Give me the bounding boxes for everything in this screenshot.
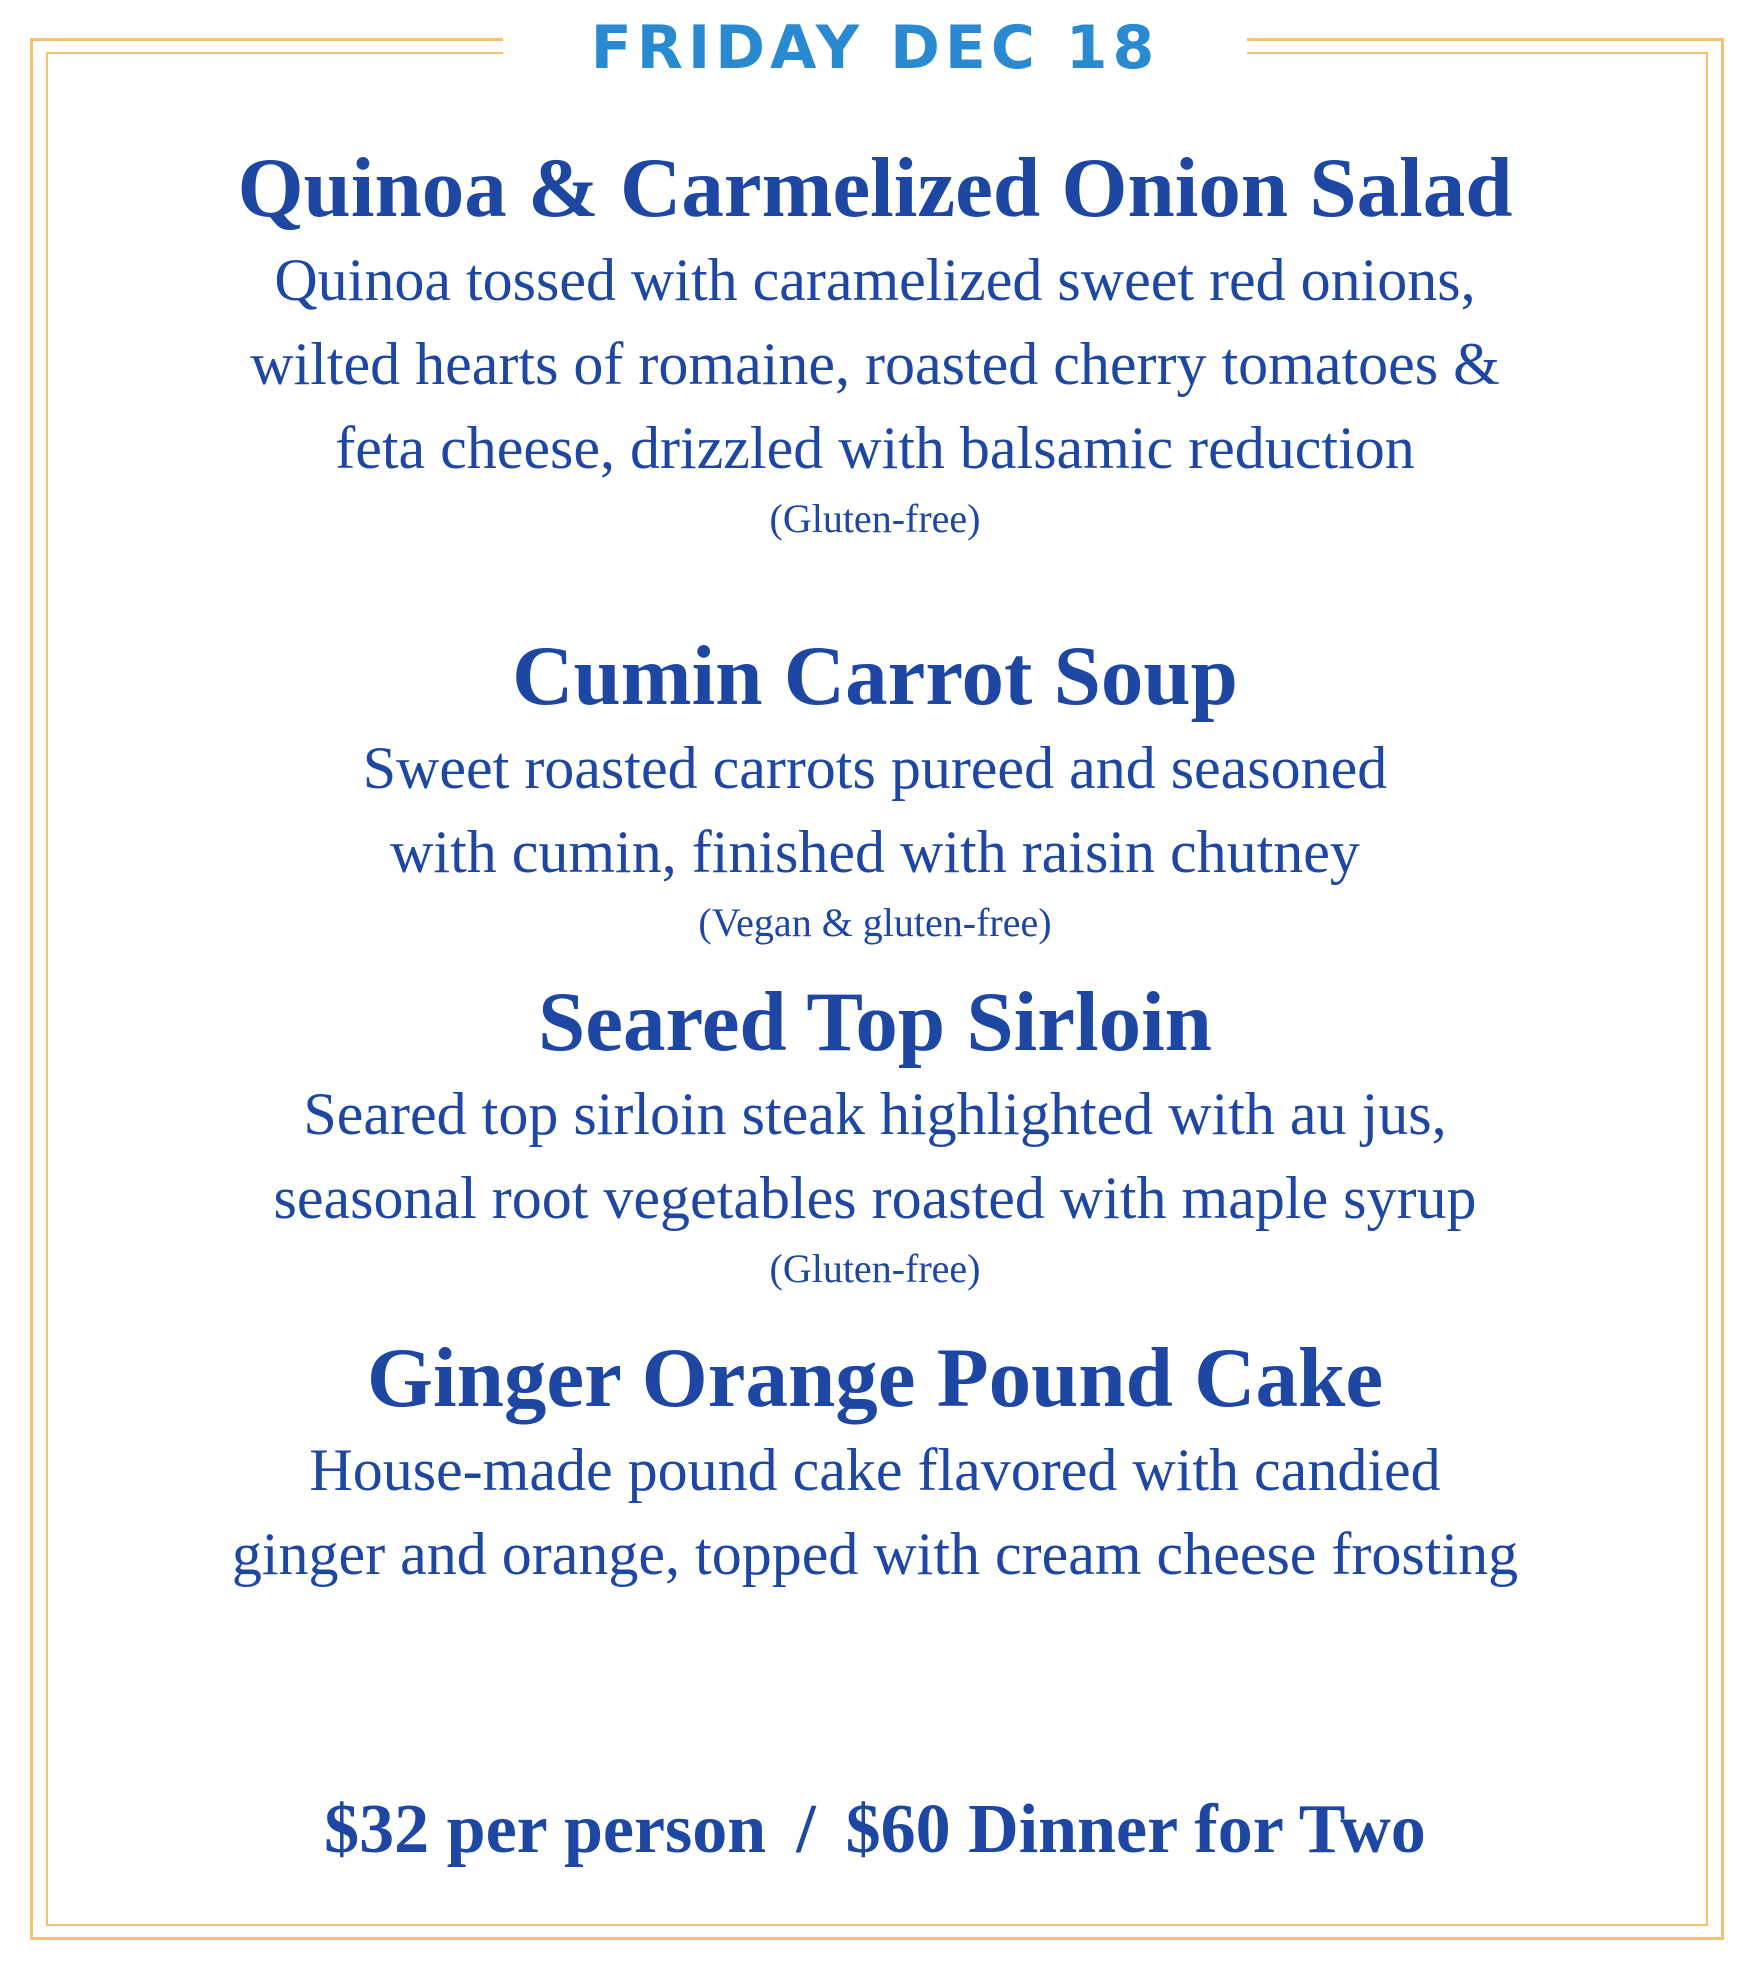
- menu-date-heading: FRIDAY DEC 18: [590, 13, 1160, 83]
- dietary-note: (Gluten-free): [769, 496, 981, 541]
- menu-courses: [60, 130, 1690, 1596]
- menu-pricing: [0, 1785, 1750, 1875]
- course-soup: [60, 626, 1690, 952]
- course-title: Cumin Carrot Soup: [512, 629, 1238, 723]
- dietary-note: (Vegan & gluten-free): [698, 900, 1052, 945]
- description-line: ginger and orange, topped with cream cheese frosting: [231, 1521, 1519, 1587]
- course-dessert: [60, 1328, 1690, 1596]
- description-line: Sweet roasted carrots pureed and seasoned: [362, 735, 1388, 801]
- course-description: [60, 1428, 1690, 1596]
- course-entree: [60, 972, 1690, 1298]
- description-line: seasonal root vegetables roasted with maple syrup: [273, 1165, 1477, 1231]
- price-per-person: $32 per person: [324, 1791, 767, 1868]
- description-line: Quinoa tossed with caramelized sweet red onions,: [274, 247, 1476, 313]
- course-description: [60, 1072, 1690, 1240]
- price-separator: /: [796, 1791, 816, 1868]
- course-salad: [60, 138, 1690, 548]
- description-line: Seared top sirloin steak highlighted with au jus,: [303, 1081, 1447, 1147]
- course-description: [60, 726, 1690, 894]
- description-line: wilted hearts of romaine, roasted cherry tomatoes &: [250, 331, 1500, 397]
- description-line: with cumin, finished with raisin chutney: [390, 819, 1360, 885]
- description-line: feta cheese, drizzled with balsamic reduction: [335, 415, 1415, 481]
- course-title: Seared Top Sirloin: [538, 975, 1212, 1069]
- course-title: Quinoa & Carmelized Onion Salad: [237, 141, 1513, 235]
- course-description: [60, 238, 1690, 490]
- course-title: Ginger Orange Pound Cake: [366, 1331, 1384, 1425]
- price-dinner-for-two: $60 Dinner for Two: [845, 1791, 1426, 1868]
- dietary-note: (Gluten-free): [769, 1246, 981, 1291]
- description-line: House-made pound cake flavored with candied: [309, 1437, 1441, 1503]
